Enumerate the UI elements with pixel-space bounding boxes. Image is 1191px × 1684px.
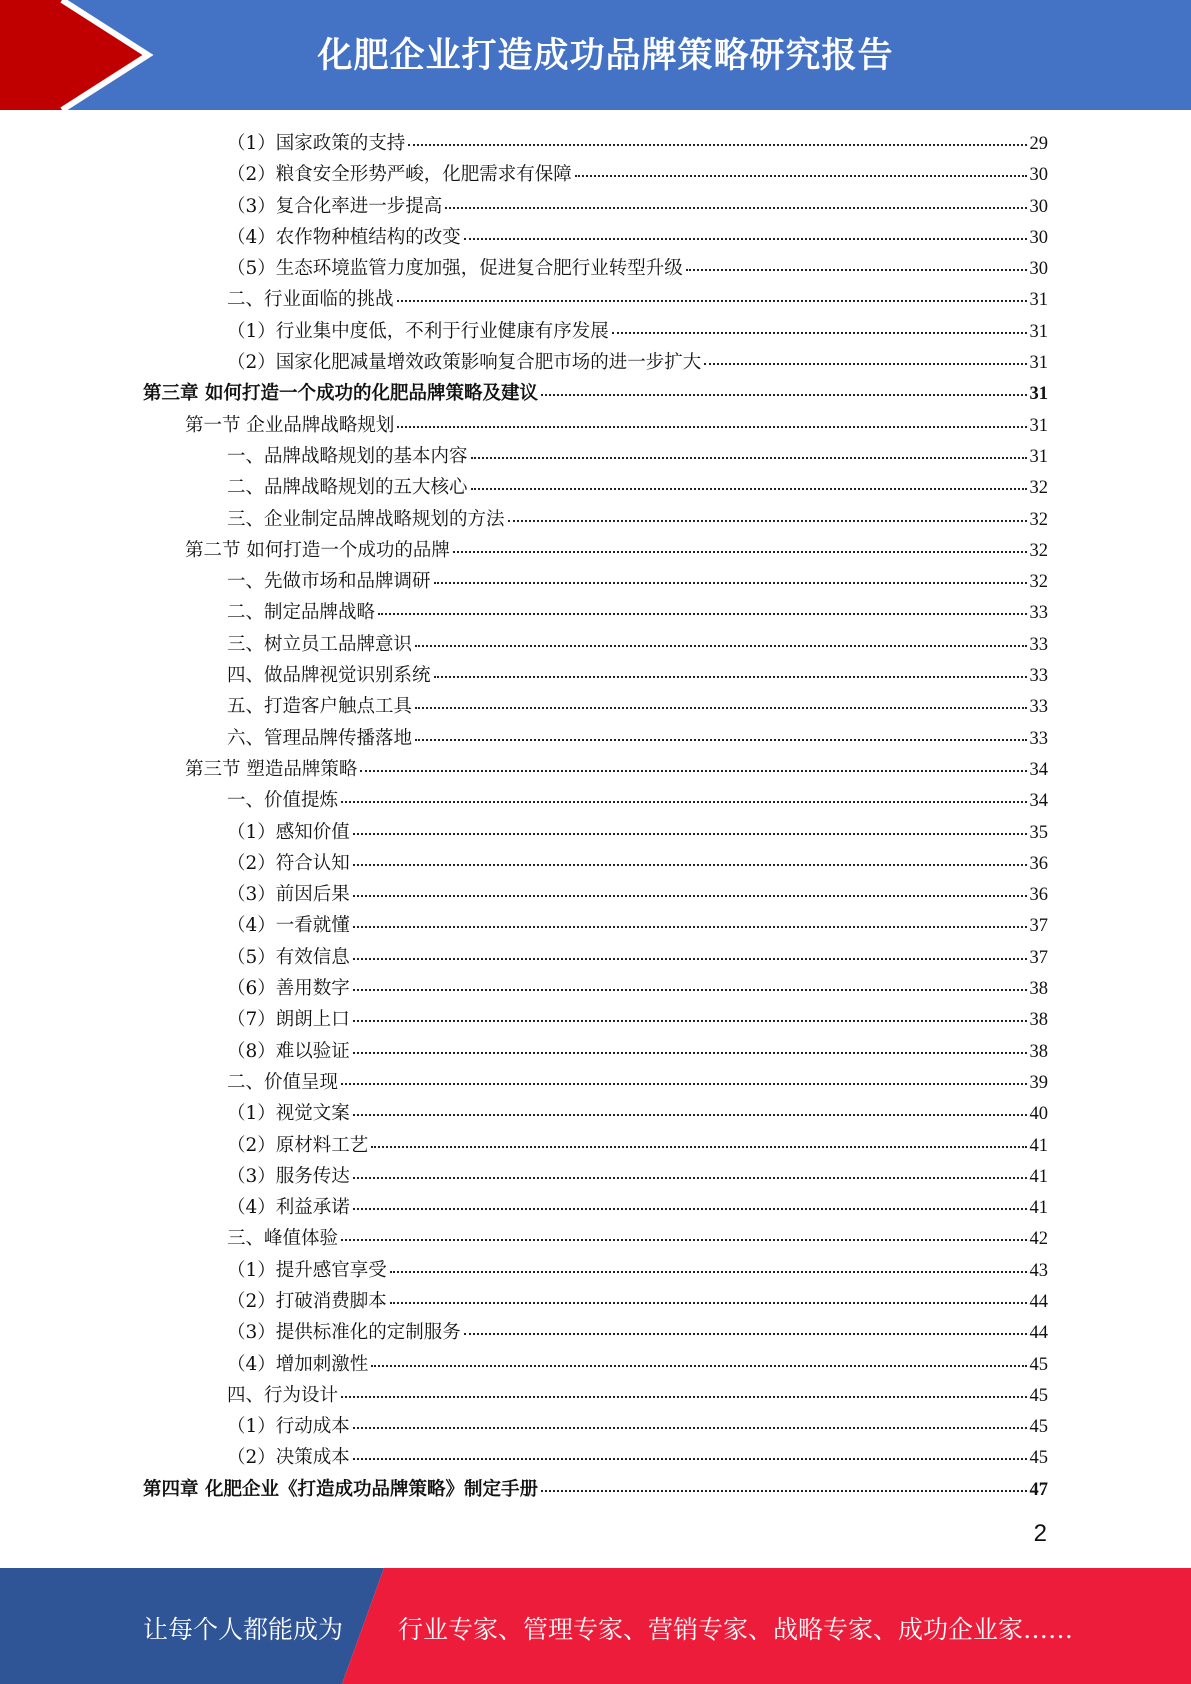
toc-dot-leader xyxy=(390,1302,1027,1304)
toc-entry-title: 第一节 企业品牌战略规划 xyxy=(185,414,395,436)
toc-entry[interactable] xyxy=(143,441,1048,472)
toc-entry-page: 47 xyxy=(1029,1479,1048,1500)
toc-entry-title: （2）原材料工艺 xyxy=(227,1134,369,1156)
toc-entry-title: 五、打造客户触点工具 xyxy=(227,696,413,718)
toc-entry-title: 第二节 如何打造一个成功的品牌 xyxy=(185,539,450,561)
toc-entry-page: 32 xyxy=(1029,478,1048,499)
toc-entry-page: 38 xyxy=(1029,1010,1048,1031)
toc-entry[interactable] xyxy=(143,1036,1048,1067)
toc-entry[interactable] xyxy=(143,817,1048,848)
toc-dot-leader xyxy=(341,1239,1026,1241)
toc-dot-leader xyxy=(445,207,1026,209)
toc-entry-page: 36 xyxy=(1029,885,1048,906)
toc-dot-leader xyxy=(353,926,1027,928)
toc-entry-page: 37 xyxy=(1029,947,1048,968)
report-title: 化肥企业打造成功品牌策略研究报告 xyxy=(317,36,894,76)
toc-entry[interactable] xyxy=(143,566,1048,597)
toc-dot-leader xyxy=(353,895,1027,897)
toc-entry[interactable] xyxy=(143,1004,1048,1035)
toc-entry[interactable] xyxy=(143,629,1048,660)
toc-dot-leader xyxy=(453,551,1027,553)
toc-dot-leader xyxy=(464,238,1027,240)
toc-entry-title: （4）利益承诺 xyxy=(227,1197,350,1219)
toc-dot-leader xyxy=(397,426,1026,428)
toc-dot-leader xyxy=(353,864,1027,866)
toc-section-entry[interactable] xyxy=(143,754,1048,785)
toc-dot-leader xyxy=(353,1458,1027,1460)
toc-entry-title: 三、企业制定品牌战略规划的方法 xyxy=(227,508,505,530)
page-number: 2 xyxy=(1033,1520,1047,1547)
toc-entry-title: （2）粮食安全形势严峻，化肥需求有保障 xyxy=(227,164,572,186)
toc-dot-leader xyxy=(704,363,1026,365)
toc-entry[interactable] xyxy=(143,1192,1048,1223)
toc-section-entry[interactable] xyxy=(143,410,1048,441)
toc-entry-page: 33 xyxy=(1029,666,1048,687)
toc-entry-page: 30 xyxy=(1029,165,1048,186)
toc-dot-leader xyxy=(353,1208,1027,1210)
toc-entry-page: 30 xyxy=(1029,259,1048,280)
toc-entry-page: 31 xyxy=(1029,446,1048,467)
toc-entry[interactable] xyxy=(143,1380,1048,1411)
toc-entry-title: （1）国家政策的支持 xyxy=(227,133,406,154)
toc-entry-title: （1）行业集中度低，不利于行业健康有序发展 xyxy=(227,320,609,342)
table-of-contents xyxy=(143,128,1048,1505)
toc-entry-title: （5）生态环境监管力度加强，促进复合肥行业转型升级 xyxy=(227,258,683,280)
toc-dot-leader xyxy=(371,1365,1026,1367)
toc-entry-page: 37 xyxy=(1029,916,1048,937)
footer-slogan-left: 让每个人都能成为 xyxy=(143,1615,344,1644)
toc-entry-title: 三、峰值体验 xyxy=(227,1228,339,1250)
toc-entry[interactable] xyxy=(143,1317,1048,1348)
toc-entry-page: 43 xyxy=(1029,1260,1048,1281)
toc-entry-title: 一、先做市场和品牌调研 xyxy=(227,571,431,593)
toc-entry-title: （3）前因后果 xyxy=(227,884,350,906)
toc-entry[interactable] xyxy=(143,942,1048,973)
toc-entry-page: 45 xyxy=(1029,1448,1048,1469)
toc-entry[interactable] xyxy=(143,691,1048,722)
toc-dot-leader xyxy=(508,520,1027,522)
toc-entry[interactable] xyxy=(143,848,1048,879)
toc-entry-title: （3）提供标准化的定制服务 xyxy=(227,1322,461,1344)
toc-entry-title: （2）打破消费脚本 xyxy=(227,1290,387,1312)
toc-entry-page: 31 xyxy=(1029,415,1048,436)
toc-dot-leader xyxy=(353,989,1027,991)
toc-entry-page: 45 xyxy=(1029,1417,1048,1438)
toc-entry[interactable] xyxy=(143,1223,1048,1254)
toc-dot-leader xyxy=(464,1333,1027,1335)
toc-entry-title: （2）符合认知 xyxy=(227,852,350,874)
toc-entry[interactable] xyxy=(143,1442,1048,1473)
toc-entry-title: （8）难以验证 xyxy=(227,1040,350,1062)
toc-entry-page: 32 xyxy=(1029,572,1048,593)
toc-entry-page: 33 xyxy=(1029,603,1048,624)
toc-entry[interactable] xyxy=(143,284,1048,315)
toc-entry[interactable] xyxy=(143,723,1048,754)
toc-entry-page: 36 xyxy=(1029,853,1048,874)
toc-dot-leader xyxy=(353,1020,1027,1022)
toc-entry[interactable] xyxy=(143,1349,1048,1380)
toc-entry-title: 三、树立员工品牌意识 xyxy=(227,633,413,655)
toc-entry-title: （1）行动成本 xyxy=(227,1416,350,1438)
toc-entry-title: 四、行为设计 xyxy=(227,1384,339,1406)
toc-entry-page: 29 xyxy=(1029,134,1048,154)
toc-entry-page: 45 xyxy=(1029,1385,1048,1406)
toc-entry[interactable] xyxy=(143,316,1048,347)
toc-entry-page: 31 xyxy=(1029,290,1048,311)
toc-entry-page: 31 xyxy=(1029,384,1048,405)
toc-dot-leader xyxy=(378,613,1026,615)
toc-entry-page: 34 xyxy=(1029,759,1048,780)
toc-entry-title: 一、价值提炼 xyxy=(227,790,339,812)
toc-entry-page: 40 xyxy=(1029,1104,1048,1125)
toc-dot-leader xyxy=(612,332,1027,334)
toc-entry-title: 第四章 化肥企业《打造成功品牌策略》制定手册 xyxy=(143,1478,538,1500)
toc-dot-leader xyxy=(415,739,1026,741)
toc-entry-title: 第三章 如何打造一个成功的化肥品牌策略及建议 xyxy=(143,383,538,405)
toc-section-entry[interactable] xyxy=(143,535,1048,566)
toc-dot-leader xyxy=(415,707,1026,709)
toc-entry[interactable] xyxy=(143,597,1048,628)
toc-dot-leader xyxy=(390,1271,1027,1273)
toc-entry-page: 33 xyxy=(1029,634,1048,655)
toc-dot-leader xyxy=(686,269,1027,271)
toc-entry-title: 二、制定品牌战略 xyxy=(227,602,376,624)
toc-dot-leader xyxy=(575,175,1027,177)
toc-entry-title: （4）农作物种植结构的改变 xyxy=(227,226,461,248)
toc-entry[interactable] xyxy=(143,504,1048,535)
toc-dot-leader xyxy=(353,1114,1027,1116)
toc-dot-leader xyxy=(353,1427,1027,1429)
toc-entry-title: （3）服务传达 xyxy=(227,1165,350,1187)
toc-entry-title: 二、价值呈现 xyxy=(227,1071,339,1093)
toc-entry-page: 38 xyxy=(1029,1041,1048,1062)
toc-entry-page: 32 xyxy=(1029,540,1048,561)
toc-entry-page: 38 xyxy=(1029,979,1048,1000)
toc-entry-title: （1）视觉文案 xyxy=(227,1103,350,1125)
toc-dot-leader xyxy=(341,801,1026,803)
toc-dot-leader xyxy=(471,457,1027,459)
toc-entry-page: 39 xyxy=(1029,1072,1048,1093)
toc-dot-leader xyxy=(541,394,1027,396)
toc-dot-leader xyxy=(341,1396,1026,1398)
toc-entry-page: 30 xyxy=(1029,227,1048,248)
toc-dot-leader xyxy=(434,676,1027,678)
toc-entry-page: 44 xyxy=(1029,1291,1048,1312)
toc-entry-title: （4）一看就懂 xyxy=(227,915,350,937)
toc-entry-page: 41 xyxy=(1029,1166,1048,1187)
toc-dot-leader xyxy=(353,1177,1027,1179)
toc-entry[interactable] xyxy=(143,191,1048,222)
toc-entry-title: （6）善用数字 xyxy=(227,978,350,1000)
toc-entry[interactable] xyxy=(143,1255,1048,1286)
toc-entry-title: （3）复合化率进一步提高 xyxy=(227,195,443,217)
toc-chapter-entry[interactable] xyxy=(143,378,1048,409)
toc-entry-title: 六、管理品牌传播落地 xyxy=(227,727,413,749)
toc-entry[interactable] xyxy=(143,253,1048,284)
toc-entry-title: 二、行业面临的挑战 xyxy=(227,289,394,311)
toc-dot-leader xyxy=(353,1052,1027,1054)
toc-entry[interactable] xyxy=(143,1286,1048,1317)
toc-dot-leader xyxy=(471,488,1027,490)
toc-entry[interactable] xyxy=(143,159,1048,190)
toc-dot-leader xyxy=(541,1490,1027,1492)
toc-dot-leader xyxy=(341,1083,1026,1085)
toc-entry[interactable] xyxy=(143,910,1048,941)
toc-entry[interactable] xyxy=(143,785,1048,816)
toc-entry-page: 30 xyxy=(1029,196,1048,217)
toc-entry-title: （2）国家化肥减量增效政策影响复合肥市场的进一步扩大 xyxy=(227,352,702,374)
toc-entry[interactable] xyxy=(143,1067,1048,1098)
toc-entry-title: 一、品牌战略规划的基本内容 xyxy=(227,445,468,467)
toc-entry-page: 33 xyxy=(1029,697,1048,718)
toc-dot-leader xyxy=(408,144,1026,146)
toc-dot-leader xyxy=(360,770,1026,772)
toc-entry[interactable] xyxy=(143,128,1048,159)
toc-entry-page: 35 xyxy=(1029,822,1048,843)
toc-entry-title: （2）决策成本 xyxy=(227,1447,350,1469)
toc-entry[interactable] xyxy=(143,222,1048,253)
toc-entry[interactable] xyxy=(143,660,1048,691)
toc-entry[interactable] xyxy=(143,347,1048,378)
toc-entry-page: 32 xyxy=(1029,509,1048,530)
toc-entry-title: 二、品牌战略规划的五大核心 xyxy=(227,477,468,499)
toc-entry-title: （4）增加刺激性 xyxy=(227,1353,369,1375)
toc-dot-leader xyxy=(434,582,1027,584)
toc-dot-leader xyxy=(353,958,1027,960)
toc-entry-page: 34 xyxy=(1029,791,1048,812)
toc-entry[interactable] xyxy=(143,1161,1048,1192)
toc-entry-title: （1）提升感官享受 xyxy=(227,1259,387,1281)
toc-entry-page: 45 xyxy=(1029,1354,1048,1375)
toc-entry-page: 33 xyxy=(1029,728,1048,749)
toc-entry[interactable] xyxy=(143,1130,1048,1161)
toc-entry[interactable] xyxy=(143,472,1048,503)
toc-dot-leader xyxy=(353,833,1027,835)
page-footer xyxy=(0,1568,1191,1684)
footer-slogan-right: 行业专家、管理专家、营销专家、战略专家、成功企业家…… xyxy=(398,1615,1074,1644)
toc-entry[interactable] xyxy=(143,973,1048,1004)
toc-entry-page: 31 xyxy=(1029,353,1048,374)
toc-entry-title: （7）朗朗上口 xyxy=(227,1009,350,1031)
toc-entry-page: 31 xyxy=(1029,321,1048,342)
toc-entry-title: 四、做品牌视觉识别系统 xyxy=(227,665,431,687)
page-header xyxy=(0,0,1191,110)
toc-entry-page: 41 xyxy=(1029,1135,1048,1156)
toc-entry-title: （1）感知价值 xyxy=(227,821,350,843)
toc-entry-title: （5）有效信息 xyxy=(227,946,350,968)
toc-dot-leader xyxy=(415,645,1026,647)
toc-entry[interactable] xyxy=(143,879,1048,910)
toc-entry-page: 44 xyxy=(1029,1323,1048,1344)
toc-dot-leader xyxy=(397,300,1027,302)
toc-entry[interactable] xyxy=(143,1411,1048,1442)
toc-chapter-entry[interactable] xyxy=(143,1474,1048,1505)
toc-entry-page: 41 xyxy=(1029,1198,1048,1219)
toc-entry-title: 第三节 塑造品牌策略 xyxy=(185,758,358,780)
toc-entry-page: 42 xyxy=(1029,1229,1048,1250)
toc-entry[interactable] xyxy=(143,1098,1048,1129)
toc-dot-leader xyxy=(371,1146,1026,1148)
